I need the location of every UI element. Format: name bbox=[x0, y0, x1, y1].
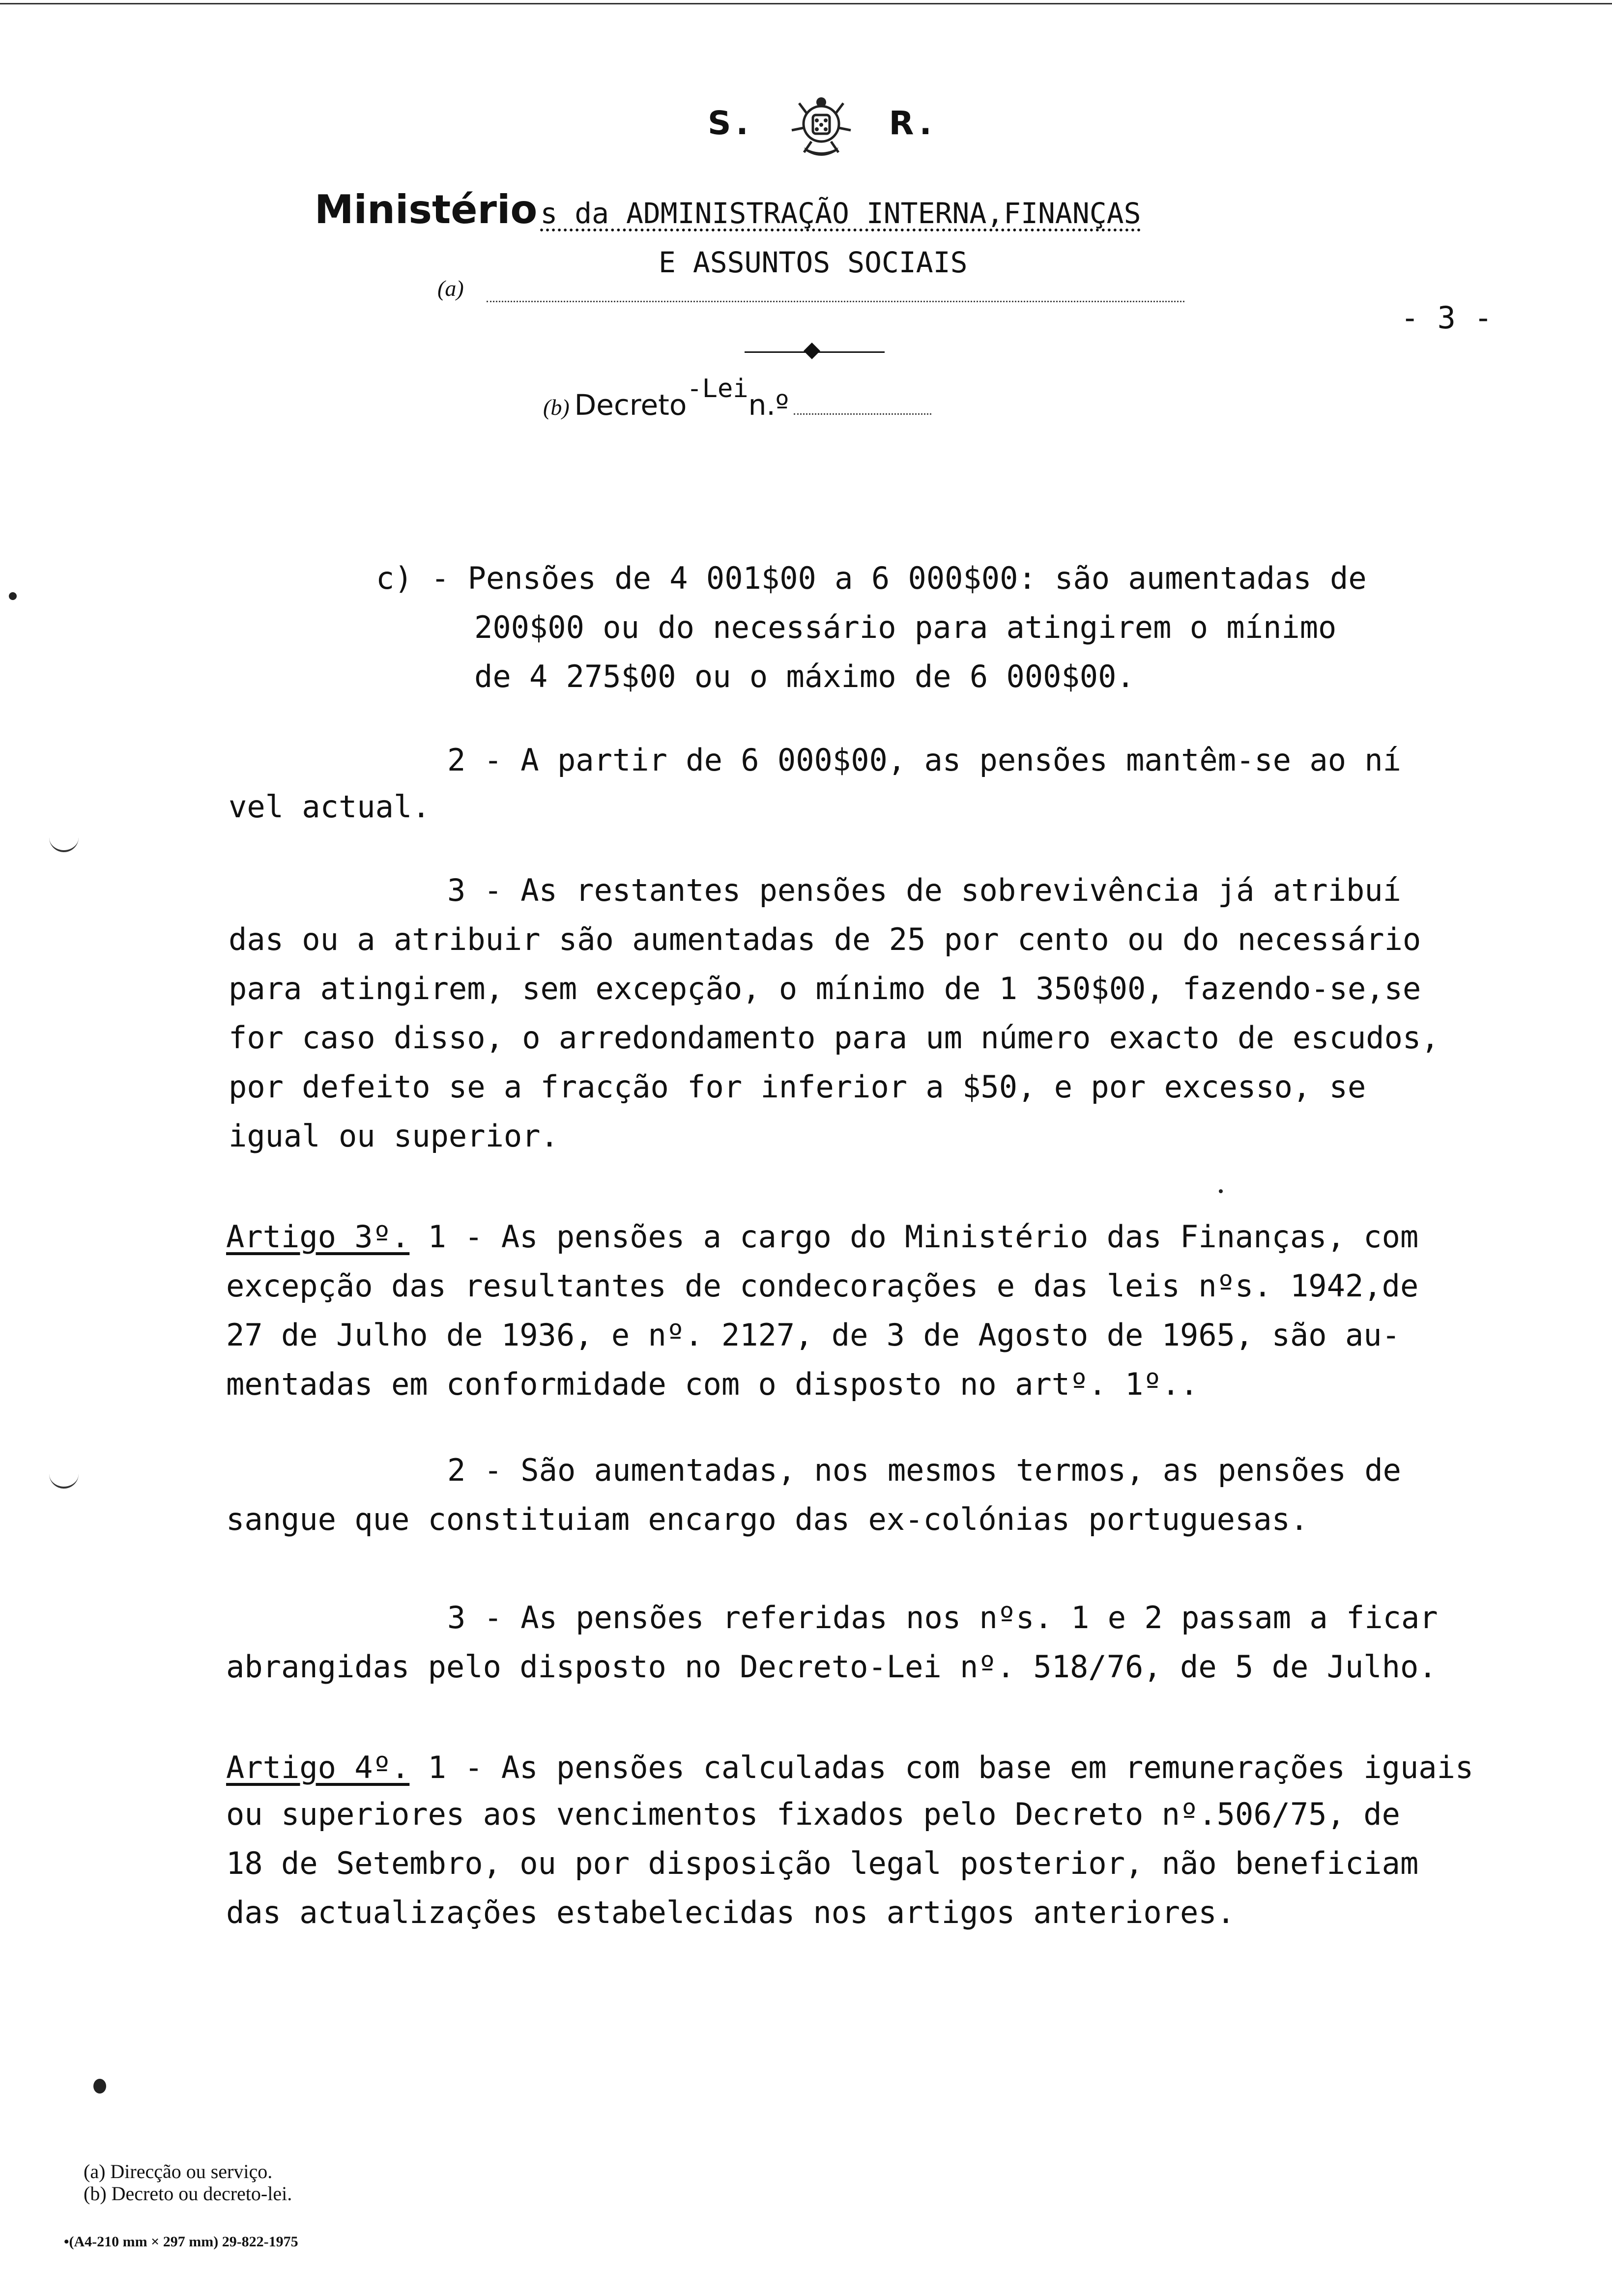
text-line-3-3: para atingirem, sem excepção, o mínimo de 1 350$00, fazendo-se,se bbox=[229, 971, 1421, 1006]
article-3-line-2: excepção das resultantes de condecorações e das leis nºs. 1942,de bbox=[226, 1268, 1419, 1304]
text-line-3-1: 3 - As restantes pensões de sobrevivência já atribuí bbox=[447, 872, 1402, 908]
article-4-heading: Artigo 4º. bbox=[226, 1750, 410, 1785]
article-3-p3-line-1: 3 - As pensões referidas nos nºs. 1 e 2 passam a ficar bbox=[447, 1600, 1438, 1636]
ministerio-label: Ministério bbox=[315, 187, 538, 232]
footnote-a: (a) Direcção ou serviço. bbox=[84, 2160, 273, 2182]
text-line-c-1: c) - Pensões de 4 001$00 a 6 000$00: são aumentadas de bbox=[376, 560, 1367, 596]
text-line-c-3: de 4 275$00 ou o máximo de 6 000$00. bbox=[474, 659, 1135, 694]
text-line-2-1: 2 - A partir de 6 000$00, as pensões mantêm-se ao ní bbox=[447, 742, 1402, 778]
text-line-3-4: for caso disso, o arredondamento para um número exacto de escudos, bbox=[229, 1020, 1439, 1056]
article-3-line-1: 1 - As pensões a cargo do Ministério das Finanças, com bbox=[409, 1219, 1419, 1255]
scan-speck bbox=[93, 2079, 106, 2094]
decreto-label: Decreto bbox=[574, 388, 687, 422]
article-4-paragraph-1 bbox=[226, 1750, 1473, 1785]
article-3-heading: Artigo 3º. bbox=[226, 1219, 410, 1255]
text-line-3-2: das ou a atribuir são aumentadas de 25 por cento ou do necessário bbox=[229, 921, 1421, 957]
article-4-line-4: das actualizações estabelecidas nos artigos anteriores. bbox=[226, 1894, 1235, 1930]
text-line-3-5: por defeito se a fracção for inferior a $50, e por excesso, se bbox=[229, 1069, 1366, 1105]
article-4-line-2: ou superiores aos vencimentos fixados pelo Decreto nº.506/75, de bbox=[226, 1796, 1400, 1832]
article-3-line-3: 27 de Julho de 1936, e nº. 2127, de 3 de Agosto de 1965, são au- bbox=[226, 1317, 1400, 1353]
scan-speck bbox=[1219, 1189, 1223, 1193]
article-3-p2-line-1: 2 - São aumentadas, nos mesmos termos, as pensões de bbox=[447, 1452, 1402, 1488]
margin-mark bbox=[49, 1467, 79, 1489]
article-3-p3-line-2: abrangidas pelo disposto no Decreto-Lei nº. 518/76, de 5 de Julho. bbox=[226, 1649, 1437, 1685]
sr-right-letter: R. bbox=[889, 104, 937, 143]
decreto-line bbox=[543, 374, 931, 422]
sr-left-letter: S. bbox=[708, 104, 753, 143]
republic-header bbox=[708, 93, 937, 157]
print-info: •(A4-210 mm × 297 mm) 29-822-1975 bbox=[64, 2234, 298, 2250]
decreto-number-label: n.º bbox=[748, 388, 789, 422]
margin-mark bbox=[49, 831, 79, 852]
text-line-3-6: igual ou superior. bbox=[229, 1118, 559, 1154]
article-3-line-4: mentadas em conformidade com o disposto no artº. 1º.. bbox=[226, 1366, 1199, 1402]
ministry-name-line1: s da ADMINISTRAÇÃO INTERNA,FINANÇAS bbox=[540, 197, 1141, 230]
article-4-line-1: 1 - As pensões calculadas com base em remunerações iguais bbox=[409, 1750, 1474, 1785]
footnote-b-marker: (b) bbox=[543, 395, 570, 420]
text-line-c-2: 200$00 ou do necessário para atingirem o mínimo bbox=[474, 609, 1337, 645]
coat-of-arms-icon bbox=[784, 93, 858, 157]
page-number: - 3 - bbox=[1401, 300, 1493, 336]
article-4-line-3: 18 de Setembro, ou por disposição legal posterior, não beneficiam bbox=[226, 1845, 1419, 1881]
article-3-p2-line-2: sangue que constituiam encargo das ex-colónias portuguesas. bbox=[226, 1501, 1309, 1537]
direction-dotted-line bbox=[487, 301, 1184, 302]
text-line-2-2: vel actual. bbox=[229, 789, 431, 825]
decreto-number-dotted-line bbox=[794, 413, 931, 415]
footnote-a-marker: (a) bbox=[437, 276, 464, 301]
ministry-name-line2: E ASSUNTOS SOCIAIS bbox=[659, 246, 968, 279]
top-border-line bbox=[0, 3, 1612, 4]
decreto-lei-suffix: -Lei bbox=[687, 374, 748, 403]
footnote-b: (b) Decreto ou decreto-lei. bbox=[84, 2182, 292, 2205]
article-3-paragraph-1 bbox=[226, 1219, 1418, 1255]
scan-speck bbox=[9, 592, 17, 600]
divider-diamond-icon bbox=[804, 343, 820, 359]
ministry-header bbox=[315, 187, 1141, 232]
